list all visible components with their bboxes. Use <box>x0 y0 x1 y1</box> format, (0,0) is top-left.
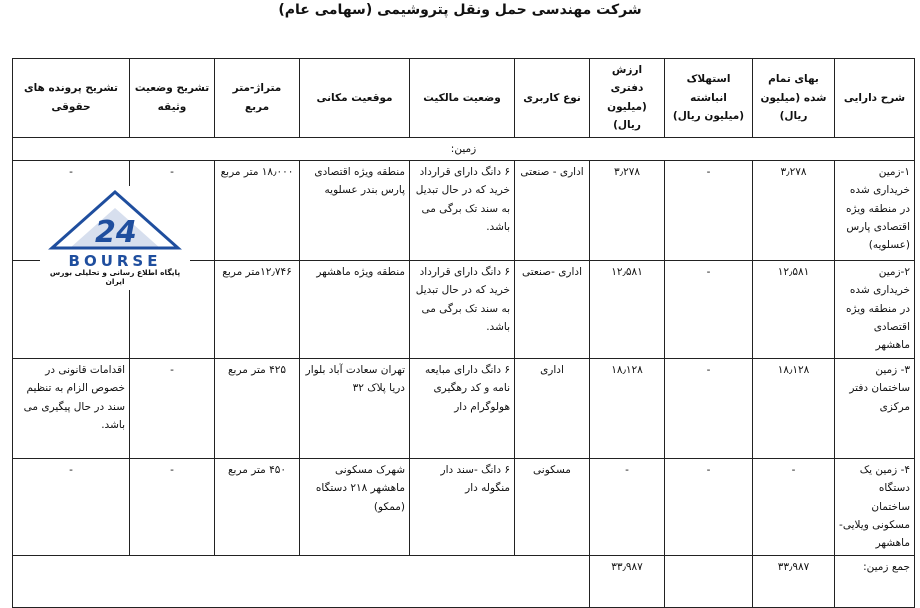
total-empty-cell <box>665 555 753 607</box>
cell-ownership-status: ۶ دانگ دارای قرارداد خرید که در حال تبدیل به سند تک برگی می باشد. <box>410 260 515 358</box>
cell-location: تهران سعادت آباد بلوار دریا پلاک ۳۲ <box>300 358 410 458</box>
header-location: موقعیت مکانی <box>300 59 410 138</box>
total-row <box>13 555 915 607</box>
bourse-brand-text: BOURSE <box>68 252 162 268</box>
header-book-value: ارزش دفتری (میلیون ریال) <box>590 59 665 138</box>
svg-text:24: 24 <box>95 215 137 250</box>
cell-description: ۴- زمین یک دستگاه ساختمان مسکونی ویلایی- ماهشهر <box>835 458 915 555</box>
header-document-status: تشریح وضعیت وثیقه <box>130 59 215 138</box>
cell-area: ۱۲٫۷۴۶متر مربع <box>215 260 300 358</box>
cell-location: شهرک مسکونی ماهشهر ۲۱۸ دستگاه (ممکو) <box>300 458 410 555</box>
cell-book-value: - <box>590 458 665 555</box>
total-finished-cost: ۳۳٫۹۸۷ <box>753 555 835 607</box>
header-ownership-status: وضعیت مالکیت <box>410 59 515 138</box>
cell-finished-cost: - <box>753 458 835 555</box>
cell-ownership-status: ۶ دانگ دارای مبایعه نامه و کد رهگیری هولوگرام دار <box>410 358 515 458</box>
cell-book-value: ۱۲٫۵۸۱ <box>590 260 665 358</box>
cell-area: ۴۵۰ متر مربع <box>215 458 300 555</box>
total-book-value: ۳۳٫۹۸۷ <box>590 555 665 607</box>
cell-document-status: - <box>130 358 215 458</box>
cell-book-value: ۳٫۲۷۸ <box>590 160 665 260</box>
header-finished-cost: بهای تمام شده (میلیون ریال) <box>753 59 835 138</box>
section-row <box>13 137 915 160</box>
cell-legal-files: - <box>13 458 130 555</box>
cell-accumulated-depreciation: - <box>665 160 753 260</box>
header-row <box>13 59 915 138</box>
page-title: شرکت مهندسی حمل ونقل پتروشیمی (سهامی عام) <box>278 2 642 18</box>
cell-description: ۲-زمین خریداری شده در منطقه ویژه اقتصادی ماهشهر <box>835 260 915 358</box>
cell-accumulated-depreciation: - <box>665 458 753 555</box>
cell-legal-files: اقدامات قانونی در خصوص الزام به تنظیم سند در حال پیگیری می باشد. <box>13 358 130 458</box>
cell-accumulated-depreciation: - <box>665 358 753 458</box>
cell-area: ۴۲۵ متر مربع <box>215 358 300 458</box>
assets-table <box>12 58 915 608</box>
total-label: جمع زمین: <box>835 555 915 607</box>
cell-usage-type: مسکونی <box>515 458 590 555</box>
cell-location: منطقه ویژه ماهشهر <box>300 260 410 358</box>
section-label: زمین: <box>13 137 915 160</box>
table-row <box>13 458 915 555</box>
cell-location: منطقه ویژه اقتصادی پارس بندر عسلویه <box>300 160 410 260</box>
header-accumulated-depreciation: استهلاک انباشته (میلیون ریال) <box>665 59 753 138</box>
cell-finished-cost: ۳٫۲۷۸ <box>753 160 835 260</box>
cell-usage-type: اداری <box>515 358 590 458</box>
cell-accumulated-depreciation: - <box>665 260 753 358</box>
bourse-watermark-logo <box>40 186 190 290</box>
cell-usage-type: اداری -صنعتی <box>515 260 590 358</box>
cell-description: ۳- زمین ساختمان دفتر مرکزی <box>835 358 915 458</box>
cell-area: ۱۸٫۰۰۰ متر مربع <box>215 160 300 260</box>
cell-ownership-status: ۶ دانگ دارای قرارداد خرید که در حال تبدیل به سند تک برگی می باشد. <box>410 160 515 260</box>
header-description: شرح دارایی <box>835 59 915 138</box>
cell-book-value: ۱۸٫۱۲۸ <box>590 358 665 458</box>
cell-legal-files: - <box>13 160 130 260</box>
cell-finished-cost: ۱۲٫۵۸۱ <box>753 260 835 358</box>
total-empty-span <box>13 555 590 607</box>
header-usage-type: نوع کاربری <box>515 59 590 138</box>
cell-usage-type: اداری - صنعتی <box>515 160 590 260</box>
cell-finished-cost: ۱۸٫۱۲۸ <box>753 358 835 458</box>
cell-ownership-status: ۶ دانگ -سند دار منگوله دار <box>410 458 515 555</box>
cell-description: ۱-زمین خریداری شده در منطقه ویژه اقتصادی پارس (عسلویه) <box>835 160 915 260</box>
table-row <box>13 358 915 458</box>
cell-document-status: - <box>130 458 215 555</box>
cell-document-status: - <box>130 160 215 260</box>
header-legal-files: تشریح پرونده های حقوقی <box>13 59 130 138</box>
header-area: متراژ-متر مربع <box>215 59 300 138</box>
bourse-logo-icon <box>40 186 190 268</box>
bourse-caption: پایگاه اطلاع رسانی و تحلیلی بورس ایران <box>49 268 181 286</box>
